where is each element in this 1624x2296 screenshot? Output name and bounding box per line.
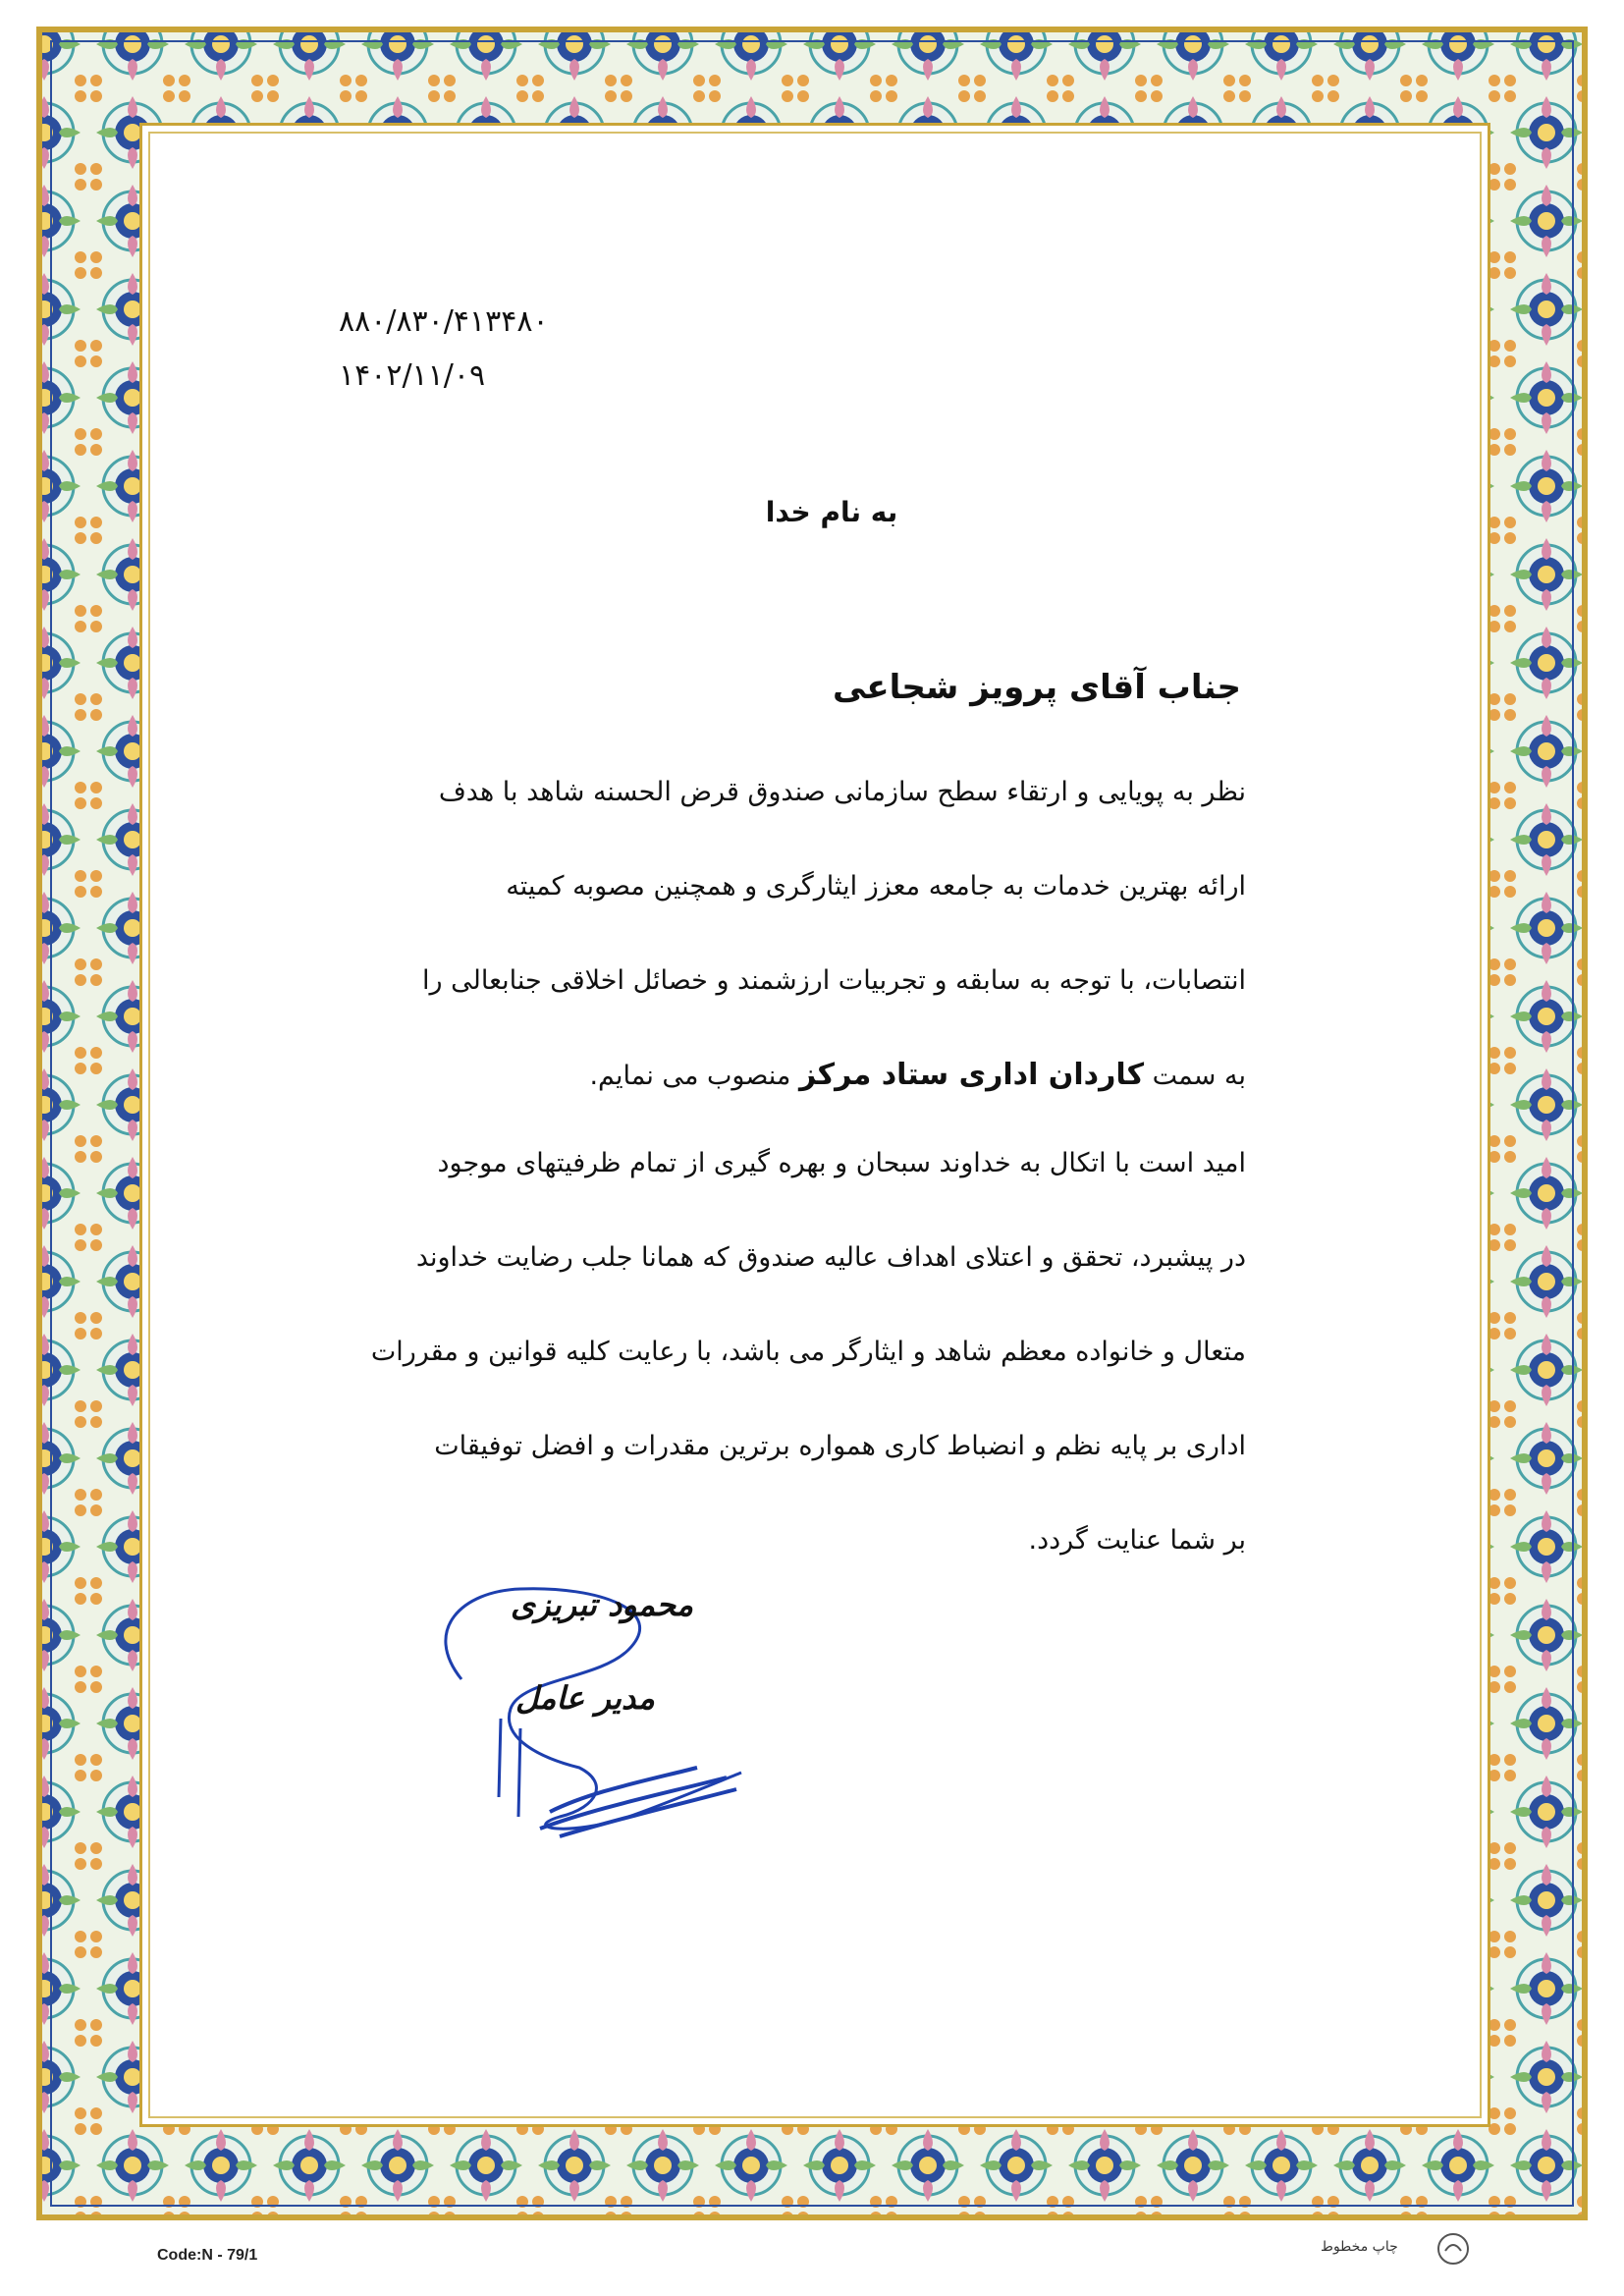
paragraph-line: بر شما عنایت گردد.: [1028, 1525, 1246, 1556]
signer-name: محمود تبریزی: [511, 1586, 694, 1623]
paragraph-line: در پیشبرد، تحقق و اعتلای اهداف عالیه صندوق که همانا جلب رضایت خداوند: [415, 1242, 1246, 1273]
letter-date: ۱۴۰۲/۱۱/۰۹: [339, 358, 486, 393]
printer-mark: چاپ مخطوط: [1321, 2239, 1398, 2255]
signer-title: مدیر عامل: [515, 1679, 655, 1717]
paragraph-appointment: [357, 776, 1246, 1153]
paragraph-line: نظر به پویایی و ارتقاء سطح سازمانی صندوق قرض الحسنه شاهد با هدف: [438, 777, 1246, 807]
basmala-heading: به نام خدا: [765, 496, 898, 528]
paragraph-line: امید است با اتکال به خداوند سبحان و بهره گیری از تمام ظرفیتهای موجود: [437, 1148, 1246, 1178]
position-prefix: به سمت: [1152, 1061, 1246, 1091]
recipient-line: جناب آقای پرویز شجاعی: [833, 668, 1241, 707]
position-title: کاردان اداری ستاد مرکز: [798, 1059, 1145, 1092]
paragraph-line-position: [357, 1059, 1246, 1153]
reference-number: ۸۸۰/۸۳۰/۴۱۳۴۸۰: [339, 304, 549, 339]
form-code: Code:N - 79/1: [157, 2247, 258, 2264]
position-suffix: منصوب می نمایم.: [589, 1061, 791, 1091]
paragraph-line: متعال و خانواده معظم شاهد و ایثارگر می باشد، با رعایت کلیه قوانین و مقررات: [370, 1337, 1246, 1367]
paragraph-line: ارائه بهترین خدمات به جامعه معزز ایثارگری و همچنین مصوبه کمیته: [506, 871, 1246, 902]
paragraph-line: انتصابات، با توجه به سابقه و تجربیات ارزشمند و خصائل اخلاقی جنابعالی را: [422, 965, 1246, 996]
printer-logo-icon: [1434, 2229, 1473, 2269]
letter-reference-block: [339, 295, 549, 403]
paragraph-line: اداری بر پایه نظم و انضباط کاری همواره برترین مقدرات و افضل توفیقات: [434, 1431, 1246, 1461]
paragraph-wishes: [357, 1147, 1246, 1618]
